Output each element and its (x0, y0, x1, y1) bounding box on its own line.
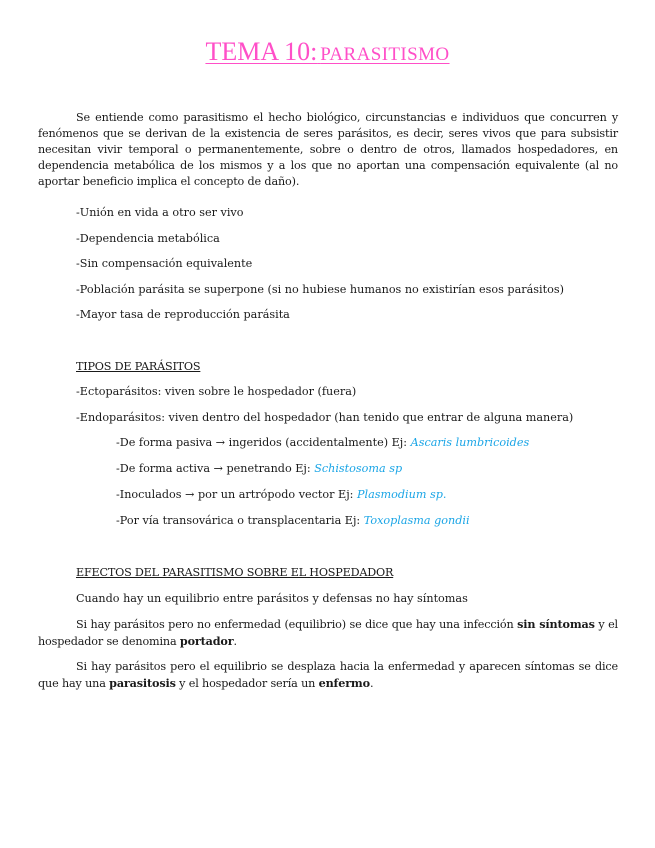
ectoparasites-item: -Ectoparásitos: viven sobre le hospedador (fuera) (76, 385, 357, 398)
title-main: TEMA 10: (205, 37, 318, 66)
effects-paragraph-1: Cuando hay un equilibrio entre parásitos y defensas no hay síntomas (76, 592, 468, 605)
page-title (0, 37, 655, 66)
text-span: Si hay parásitos pero el equilibrio se desplaza hacia la enfermedad y aparecen síntomas se dice que hay una (38, 660, 618, 690)
text-span: . (233, 635, 237, 648)
endo-subtype (116, 435, 529, 451)
endo-subtype (116, 461, 402, 477)
subtype-text: -De forma activa → penetrando Ej: (116, 462, 311, 475)
feature-item: -Dependencia metabólica (76, 232, 220, 245)
endo-subtype (116, 513, 470, 529)
subtype-text: -Por vía transovárica o transplacentaria Ej: (116, 514, 361, 527)
intro-paragraph: Se entiende como parasitismo el hecho biológico, circunstancias e individuos que concurren y fenómenos que se derivan de la existencia de seres parásitos, es decir, seres vivos que para subsistir necesitan vivir temporal o permanentemente, sobre o dentro de otros, llamados hospedadores, en dependencia metabólica de los mismos y a los que no aportan una compensación equivalente (al no aportar beneficio implica el concepto de daño). (38, 111, 618, 188)
bold-term: portador (179, 634, 234, 648)
feature-item: -Unión en vida a otro ser vivo (76, 206, 244, 219)
title-sub: PARASITISMO (320, 44, 450, 65)
text-span: y el hospedador se denomina (38, 618, 618, 648)
bold-term: sin síntomas (517, 617, 595, 631)
text-span: Si hay parásitos pero no enfermedad (equilibrio) se dice que hay una infección (76, 618, 518, 631)
feature-item: -Sin compensación equivalente (76, 257, 253, 270)
subtype-text: -De forma pasiva → ingeridos (accidentalmente) Ej: (116, 436, 408, 449)
effects-paragraph-3 (38, 659, 618, 692)
species-name: Plasmodium sp. (357, 488, 447, 501)
endo-subtype (116, 487, 446, 503)
species-name: Toxoplasma gondii (363, 514, 470, 527)
text-span: . (369, 677, 374, 690)
species-name: Ascaris lumbricoides (410, 436, 530, 449)
feature-item: -Población parásita se superpone (si no hubiese humanos no existirían esos parásitos) (76, 283, 564, 296)
effects-heading: EFECTOS DEL PARASITISMO SOBRE EL HOSPEDADOR (76, 566, 394, 579)
bold-term: enfermo (318, 676, 370, 690)
subtype-text: -Inoculados → por un artrópodo vector Ej: (116, 488, 354, 501)
types-heading: TIPOS DE PARÁSITOS (76, 360, 201, 373)
species-name: Schistosoma sp (314, 462, 403, 475)
endoparasites-item: -Endoparásitos: viven dentro del hospedador (han tenido que entrar de alguna manera) (76, 411, 574, 424)
effects-paragraph-2 (38, 616, 618, 650)
text-span: y el hospedador sería un (175, 677, 319, 690)
bold-term: parasitosis (109, 676, 176, 690)
feature-item: -Mayor tasa de reproducción parásita (76, 308, 290, 321)
